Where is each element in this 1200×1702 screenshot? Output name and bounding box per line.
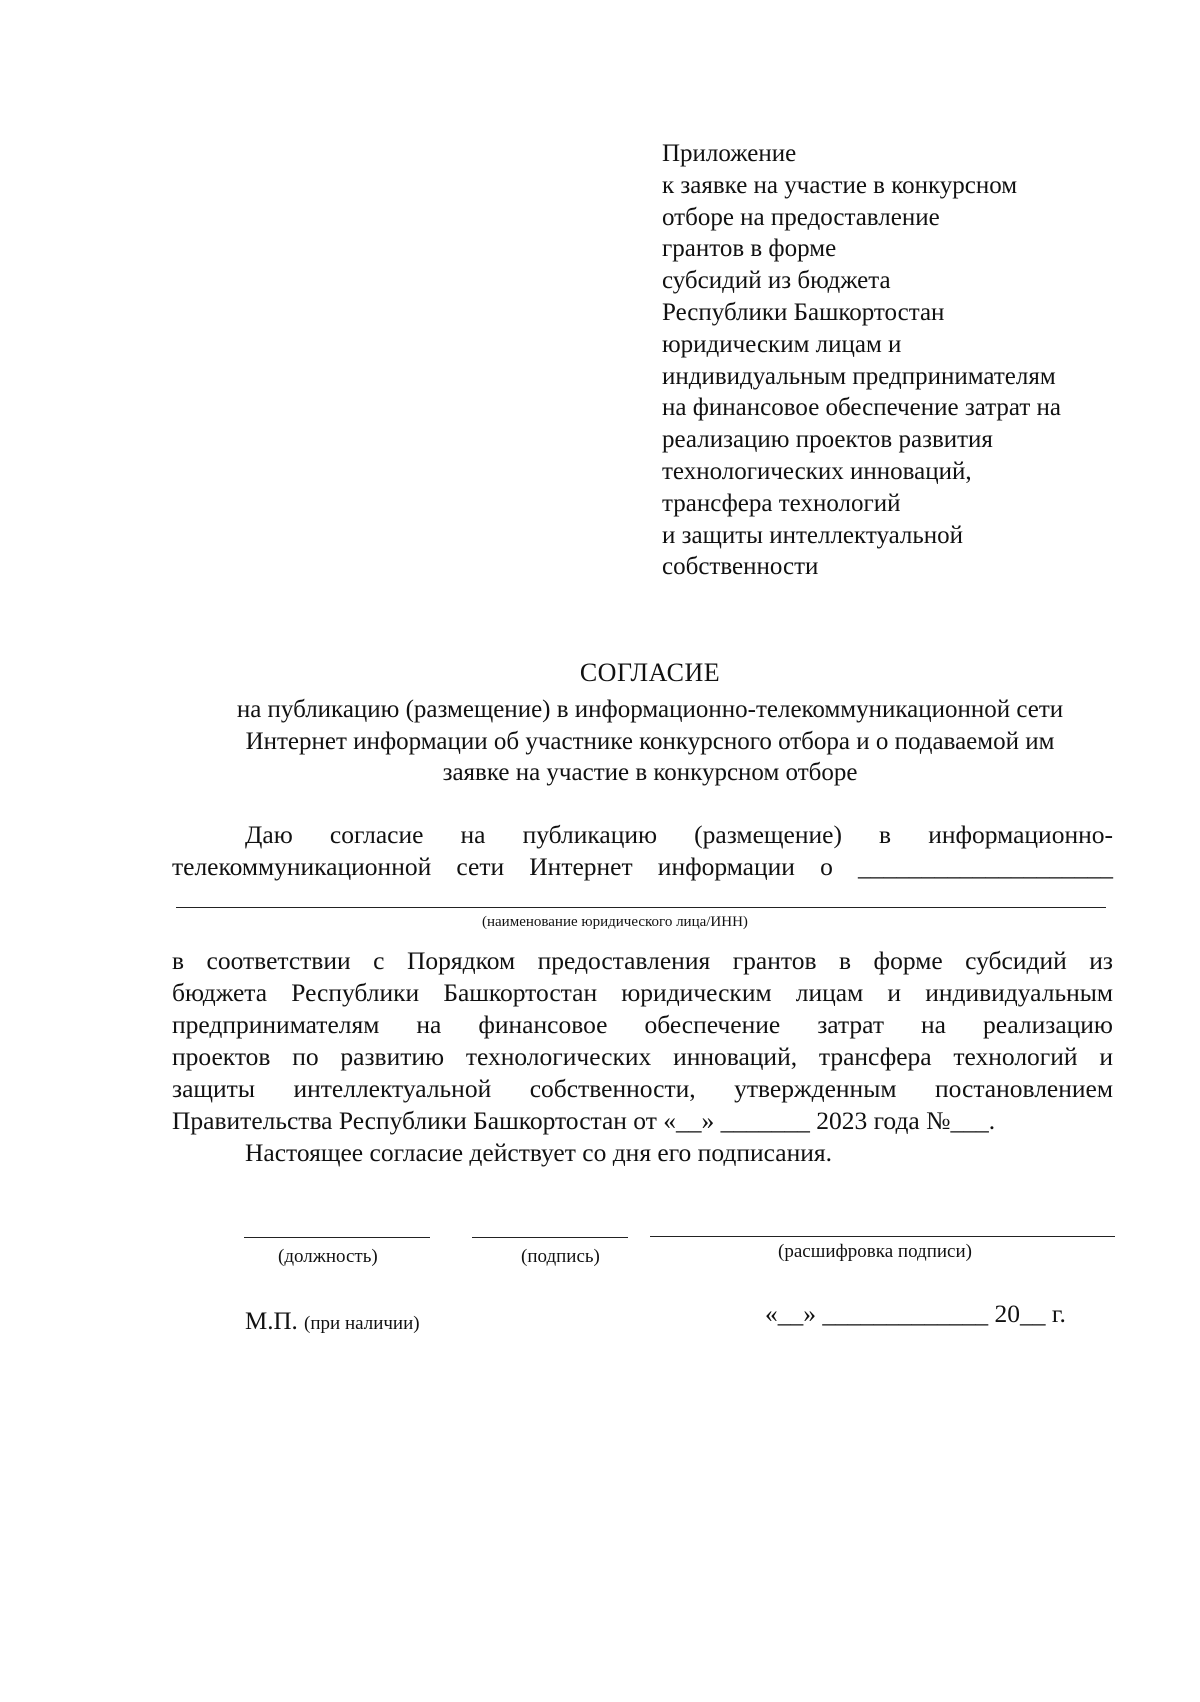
appendix-header bbox=[662, 138, 1142, 583]
organization-name-caption: (наименование юридического лица/ИНН) bbox=[482, 914, 748, 930]
appendix-line: трансфера технологий bbox=[662, 489, 901, 517]
appendix-line: грантов в форме bbox=[662, 235, 837, 263]
appendix-line: и защиты интеллектуальной bbox=[662, 521, 964, 549]
consent-line-2: телекоммуникационной сети Интернет информации о ____________________ bbox=[172, 852, 1113, 881]
document-heading bbox=[170, 658, 1130, 789]
signature-decoding-field[interactable] bbox=[650, 1236, 1115, 1237]
document-subtitle bbox=[170, 694, 1130, 789]
stamp-note: (при наличии) bbox=[304, 1313, 420, 1334]
document-title: СОГЛАСИЕ bbox=[579, 658, 721, 687]
appendix-line: на финансовое обеспечение затрат на bbox=[662, 394, 1062, 422]
stamp-place bbox=[245, 1307, 420, 1339]
appendix-line: субсидий из бюджета bbox=[662, 267, 891, 295]
appendix-line: индивидуальным предпринимателям bbox=[662, 362, 1056, 390]
body-last-line: Правительства Республики Башкортостан от «__» _______ 2023 года №___. bbox=[172, 1106, 996, 1135]
body-line: бюджета Республики Башкортостан юридическим лицам и индивидуальным bbox=[172, 978, 1113, 1007]
position-field[interactable] bbox=[244, 1237, 430, 1238]
stamp-label: М.П. bbox=[245, 1308, 298, 1335]
appendix-line: отборе на предоставление bbox=[662, 203, 940, 231]
consent-line-1: Даю согласие на публикацию (размещение) в информационно- bbox=[245, 820, 1113, 849]
signature-field[interactable] bbox=[472, 1237, 628, 1238]
validity-statement: Настоящее согласие действует со дня его подписания. bbox=[245, 1138, 832, 1167]
signature-decoding-caption: (расшифровка подписи) bbox=[778, 1241, 972, 1262]
appendix-line: собственности bbox=[662, 553, 819, 581]
appendix-line: юридическим лицам и bbox=[662, 330, 902, 358]
subtitle-line: Интернет информации об участнике конкурсного отбора и о подаваемой им bbox=[245, 727, 1055, 755]
appendix-line: технологических инноваций, bbox=[662, 457, 972, 485]
organization-name-field[interactable] bbox=[176, 907, 1106, 908]
date-field[interactable]: «__» _____________ 20__ г. bbox=[765, 1299, 1066, 1328]
body-line: предпринимателям на финансовое обеспечение затрат на реализацию bbox=[172, 1010, 1113, 1039]
appendix-line: реализацию проектов развития bbox=[662, 426, 993, 454]
body-line: проектов по развитию технологических инноваций, трансфера технологий и bbox=[172, 1042, 1113, 1071]
signature-caption: (подпись) bbox=[521, 1246, 600, 1267]
position-caption: (должность) bbox=[278, 1246, 378, 1267]
body-line: защиты интеллектуальной собственности, утвержденным постановлением bbox=[172, 1074, 1113, 1103]
appendix-line: Республики Башкортостан bbox=[662, 298, 945, 326]
subtitle-line: заявке на участие в конкурсном отборе bbox=[442, 759, 858, 786]
appendix-line: к заявке на участие в конкурсном bbox=[662, 171, 1018, 199]
body-line: в соответствии с Порядком предоставления грантов в форме субсидий из bbox=[172, 946, 1113, 975]
appendix-line: Приложение bbox=[662, 140, 797, 167]
subtitle-line: на публикацию (размещение) в информационно-телекоммуникационной сети bbox=[236, 696, 1064, 723]
